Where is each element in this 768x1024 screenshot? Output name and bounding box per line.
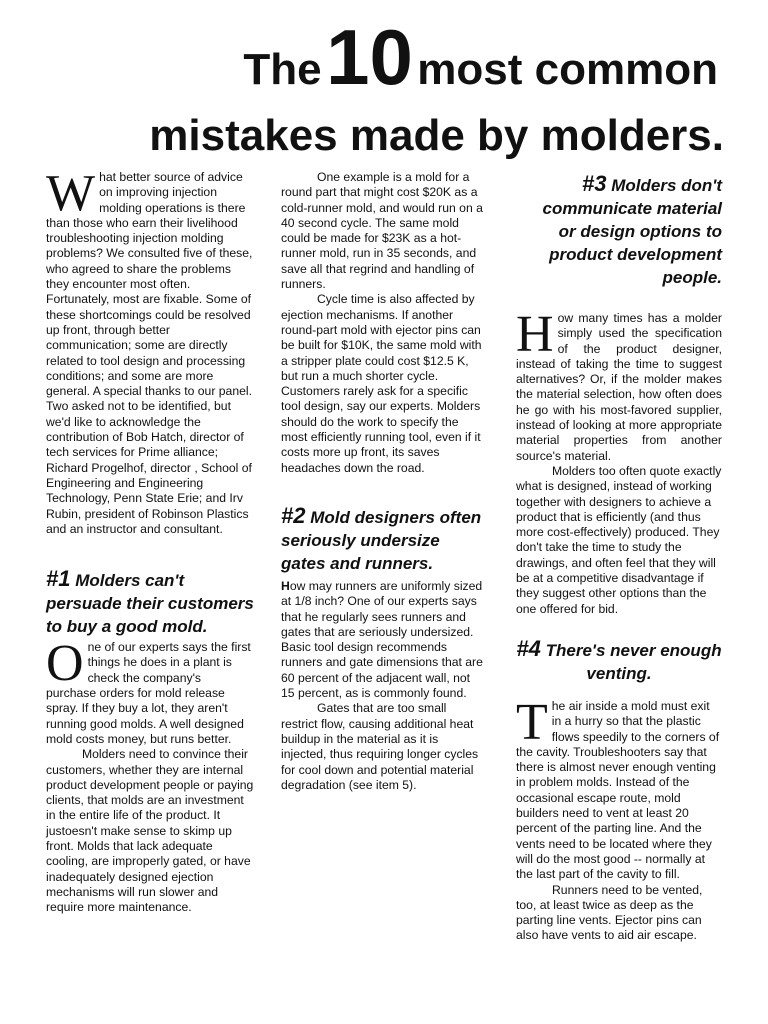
- heading-4: #4 There's never enough venting.: [516, 635, 722, 683]
- heading-2: #2 Mold designers often seriously undersize gates and runners.: [281, 502, 482, 573]
- heading-1: #1 Molders can't persuade their customers to buy a good mold.: [46, 566, 254, 637]
- paragraph-2-3: How may runners are uniformly sized at 1/8 inch? One of our experts says that he regularly sees runners and gates that are seriously undersized. Basic tool design recommends runners and gate dimensions that are 60 percent of the adjacent wall, not 15 percent, as is commonly found.: [281, 578, 483, 701]
- column-2: [281, 170, 485, 793]
- drop-cap: W: [46, 165, 96, 222]
- column-1: [46, 165, 254, 915]
- paragraph-2-2: Cycle time is also affected by ejection mechanisms. If another round-part mold with ejector pins can be built for $10K, the same mold with a stripper plate could cost $12.5 K, but run a much shorter cycle. Customers rarely ask for a specific tool design, say our experts. Molders should do the work to specify the most efficiently running tool, even if it costs more up front, its saves headaches down the road.: [281, 292, 482, 475]
- title-number: 10: [326, 13, 413, 101]
- intro-paragraph: What better source of advice on improving injection molding operations is there than those who earn their livelihood troubleshooting injection molding problems? We consulted five of these, who agreed to share the problems they encounter most often. Fortunately, most are fixable. Some of these shortcomings could be resolved up front, through better communication; some are directly related to tool design and processing conditions; and some are more general. A special thanks to our panel. Two asked not to be identified, but we'd like to acknowledge the contribution of Bob Hatch, director of tech services for Prime alliance; Richard Progelhof, director , School of Engineering and Engineering Technology, Penn State Erie; and Irv Rubin, president of Robinson Plastics and an instructor and consultant.: [46, 165, 253, 536]
- drop-cap: H: [516, 306, 554, 363]
- paragraph-2-1: One example is a mold for a round part that might cost $20K as a cold-runner mold, and would run on a 40 second cycle. The same mold could be made for $23K as a hot-runner mold, run in 35 seconds, and save all that regrind and handling of runners.: [281, 170, 483, 292]
- title-the: The: [243, 45, 322, 94]
- column-3: [516, 172, 722, 944]
- paragraph-3-3: The air inside a mold must exit in a hurry so that the plastic flows speedily to the corners of the cavity. Troubleshooters say that there is almost never enough venting in problem molds. Instead of the occasional escape route, mold builders need to vent at least 20 percent of the parting line. And the vents need to be located where they will do the most good -- normally at the last part of the cavity to fill.: [516, 693, 720, 882]
- paragraph-3-1: How many times has a molder simply used the specification of the product designer, instead of taking the time to suggest alternatives? Or, if the molder makes the material selection, how often does he go with his most-favored supplier, instead of looking at more appropriate material properties from another source's material.: [516, 306, 722, 463]
- title-line-1: [0, 13, 718, 101]
- paragraph-3-2: Molders too often quote exactly what is designed, instead of working together with designers to achieve a product that is efficiently (and thus more cost-effectively) produced. They don't take the time to study the drawings, and often feel that they will be at a competitive disadvantage if they suggest other options than the one offered for bid.: [516, 463, 722, 616]
- drop-cap: T: [516, 693, 548, 751]
- drop-cap: O: [46, 635, 84, 693]
- paragraph-2-4: Gates that are too small restrict flow, causing additional heat buildup in the material as it is injected, thus requiring longer cycles for cool down and potential material degradation (see item 5).: [281, 701, 479, 792]
- paragraph-1-1: One of our experts says the first things he does in a plant is check the company's purchase orders for mold release spray. If they buy a lot, they aren't running good molds. A well designed mold costs money, but runs better.: [46, 635, 251, 746]
- paragraph-1-2: Molders need to convince their customers, whether they are internal product development people or paying clients, that molds are an investment in the entire life of the product. It justoesn't make sense to skimp up front. Molds that lack adequate cooling, are improperly gated, or have inadequately designed ejection mechanisms will run slower and require more maintenance.: [46, 747, 254, 915]
- heading-3: #3 Molders don't communicate material or design options to product development people.: [542, 171, 722, 287]
- title-most-common: most common: [417, 45, 718, 94]
- title-line-2: mistakes made by molders.: [149, 111, 724, 160]
- paragraph-3-4: Runners need to be vented, too, at least twice as deep as the parting line vents. Ejector pins can also have vents to aid air escape.: [516, 882, 703, 943]
